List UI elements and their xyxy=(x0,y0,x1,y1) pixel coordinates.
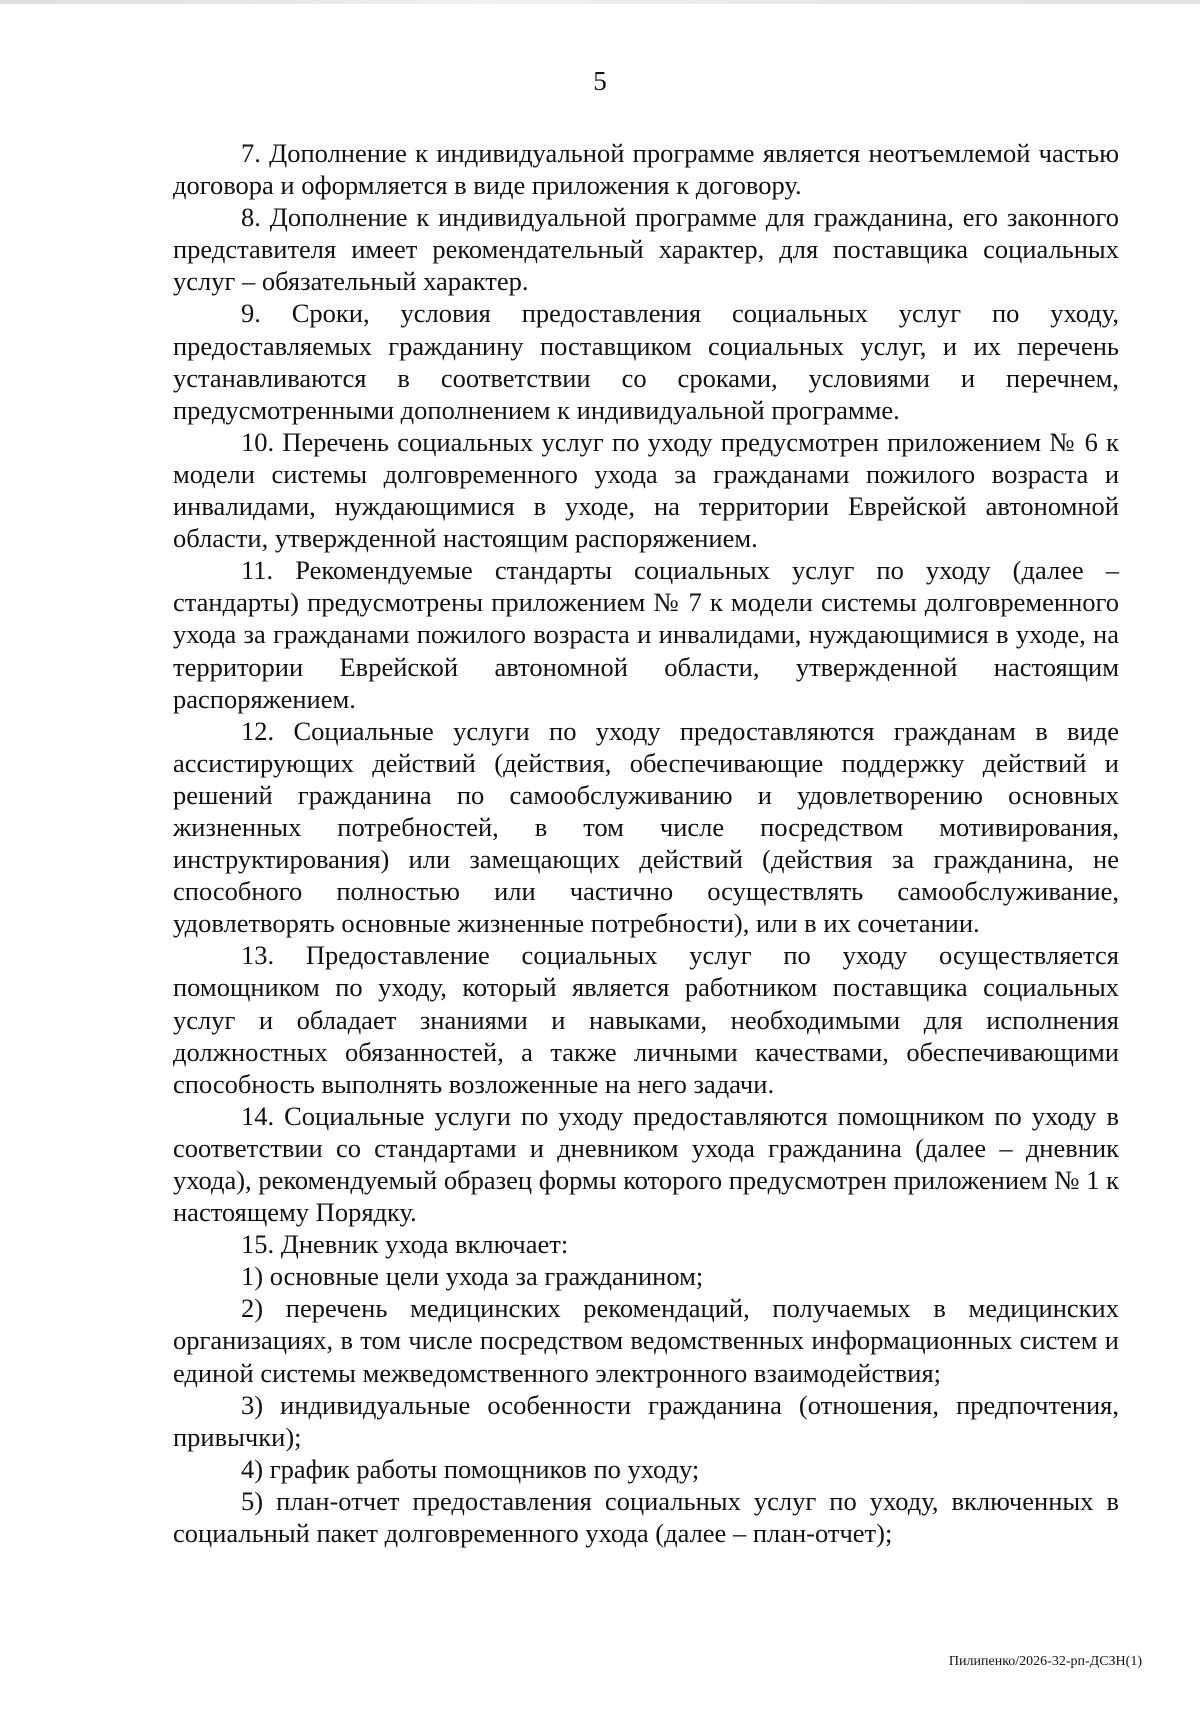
paragraph-14: 14. Социальные услуги по уходу предоставляются помощником по уходу в соответствии со стандартами и дневником ухода гражданина (далее – дневник ухода), рекомендуемый образец формы которого предусмотрен приложением № 1 к настоящему Порядку. xyxy=(173,1100,1119,1228)
page-number: 5 xyxy=(593,66,607,96)
paragraph-15: 15. Дневник ухода включает: xyxy=(241,1229,569,1260)
list-item-5: 5) план-отчет предоставления социальных услуг по уходу, включенных в социальный пакет долговременного ухода (далее – план-отчет); xyxy=(173,1485,1119,1549)
list-item-2: 2) перечень медицинских рекомендаций, получаемых в медицинских организациях, в том числе посредством ведомственных информационных систем и единой системы межведомственного электронного взаимодействия; xyxy=(173,1293,1119,1388)
list-item-4: 4) график работы помощников по уходу; xyxy=(241,1453,700,1484)
list-item-3: 3) индивидуальные особенности гражданина (отношения, предпочтения, привычки); xyxy=(173,1389,1119,1452)
paragraph-13: 13. Предоставление социальных услуг по уходу осуществляется помощником по уходу, который является работником поставщика социальных услуг и обладает знаниями и навыками, необходимыми для исполнения должностных обязанностей, а также личными качествами, обеспечивающими способность выполнять возложенные на него задачи. xyxy=(173,940,1119,1099)
paragraph-11: 11. Рекомендуемые стандарты социальных услуг по уходу (далее – стандарты) предусмотрены приложением № 7 к модели системы долговременного ухода за гражданами пожилого возраста и инвалидами, нуждающимися в уходе, на территории Еврейской автономной области, утвержденной настоящим распоряжением. xyxy=(173,555,1119,714)
scan-edge xyxy=(0,0,1200,4)
paragraph-12: 12. Социальные услуги по уходу предоставляются гражданам в виде ассистирующих действий (действия, обеспечивающие поддержку действий и решений гражданина по самообслуживанию и удовлетворению основных жизненных потребностей, в том числе посредством мотивирования, инструктирования) или замещающих действий (действия за гражданина, не способного полностью или частично осуществлять самообслуживание, удовлетворять основные жизненные потребности), или в их сочетании. xyxy=(173,715,1119,939)
paragraph-8: 8. Дополнение к индивидуальной программе для гражданина, его законного представителя имеет рекомендательный характер, для поставщика социальных услуг – обязательный характер. xyxy=(173,202,1119,297)
document-body xyxy=(173,137,1119,1549)
paragraph-10: 10. Перечень социальных услуг по уходу предусмотрен приложением № 6 к модели системы долговременного ухода за гражданами пожилого возраста и инвалидами, нуждающимися в уходе, на территории Еврейской автономной области, утвержденной настоящим распоряжением. xyxy=(173,426,1119,554)
document-reference-code: Пилипенко/2026-32-рп-ДСЗН(1) xyxy=(948,1654,1142,1669)
list-item-1: 1) основные цели ухода за гражданином; xyxy=(241,1261,704,1292)
paragraph-9: 9. Сроки, условия предоставления социальных услуг по уходу, предоставляемых гражданину поставщиком социальных услуг, и их перечень устанавливаются в соответствии со сроками, условиями и перечнем, предусмотренными дополнением к индивидуальной программе. xyxy=(173,298,1119,425)
paragraph-7: 7. Дополнение к индивидуальной программе является неотъемлемой частью договора и оформляется в виде приложения к договору. xyxy=(173,138,1119,201)
